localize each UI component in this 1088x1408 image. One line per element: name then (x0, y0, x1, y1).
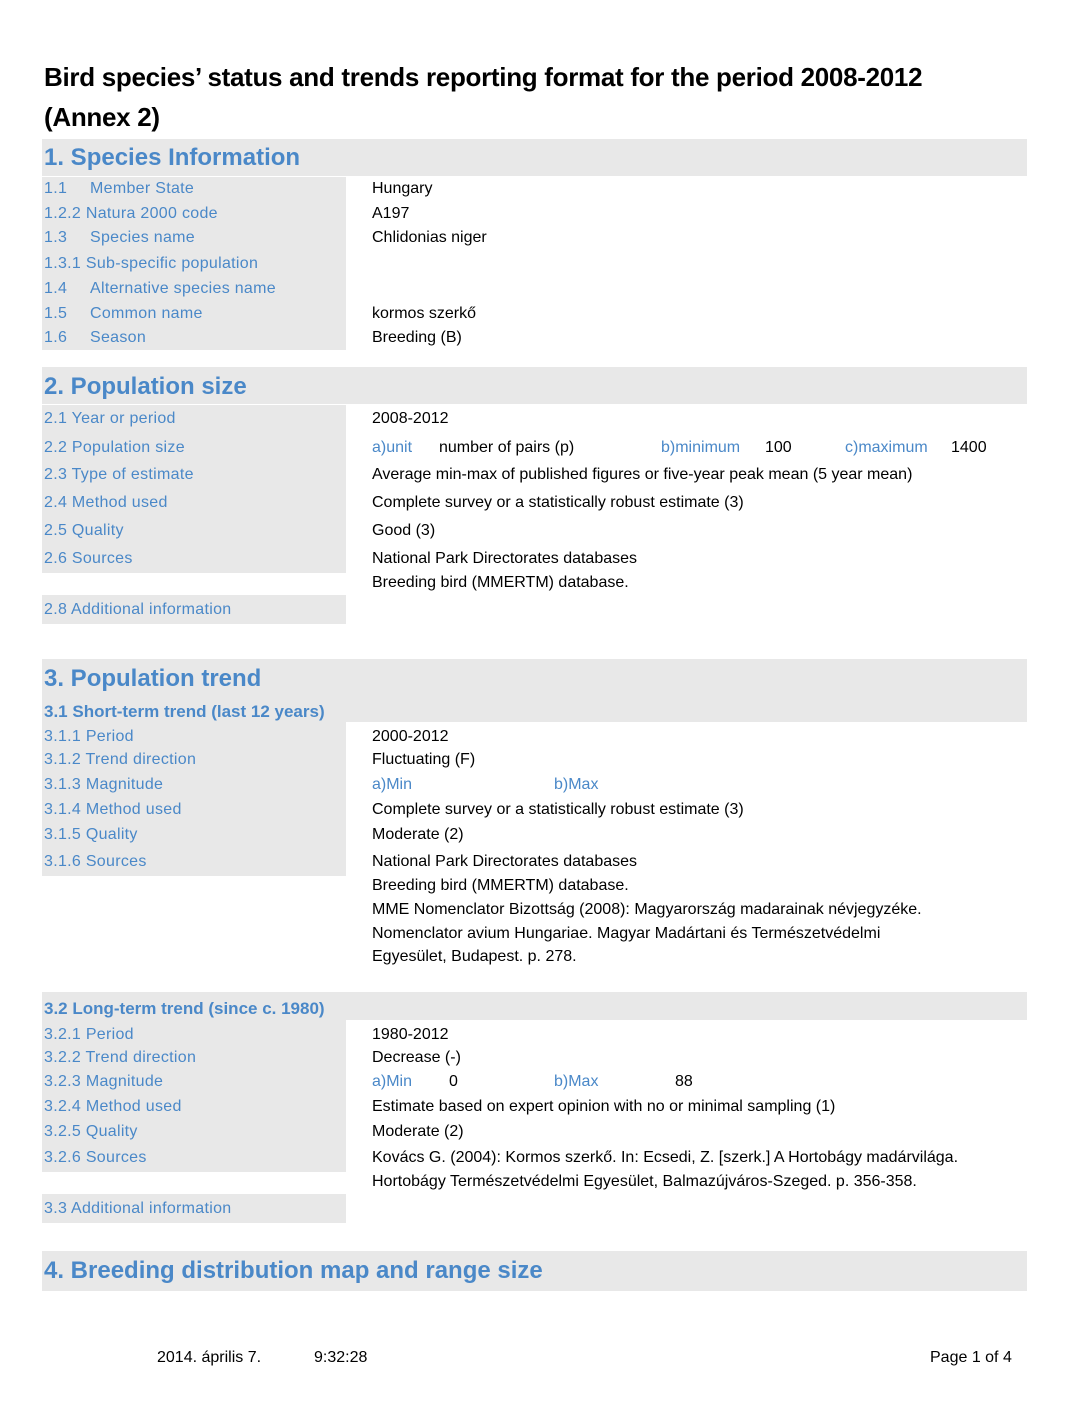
short-min-label: a)Min (372, 776, 413, 793)
field-value-common-name: kormos szerkő (372, 305, 477, 322)
field-label-year: 2.1 Year or period (44, 410, 176, 427)
field-value-long-period: 1980-2012 (372, 1026, 449, 1043)
short-max-label: b)Max (554, 776, 599, 793)
field-label-short-period: 3.1.1 Period (44, 728, 134, 745)
field-label-short-direction: 3.1.2 Trend direction (44, 751, 197, 768)
field-label-species-name: 1.3 Species name (44, 229, 195, 246)
field-value-short-sources-line: Breeding bird (MMERTM) database. (372, 877, 629, 894)
field-value-short-period: 2000-2012 (372, 728, 449, 745)
field-label-member-state: 1.1 Member State (44, 180, 195, 197)
subsection-long-term-heading: 3.2 Long-term trend (since c. 1980) (44, 999, 325, 1018)
field-value-method: Complete survey or a statistically robust estimate (3) (372, 494, 744, 511)
field-value-natura-code: A197 (372, 205, 410, 222)
unit-value: number of pairs (p) (439, 439, 575, 456)
field-label-long-direction: 3.2.2 Trend direction (44, 1049, 197, 1066)
field-label-season: 1.6 Season (44, 329, 147, 346)
field-value-short-quality: Moderate (2) (372, 826, 464, 843)
field-label-type-of-estimate: 2.3 Type of estimate (44, 466, 194, 483)
field-label-common-name: 1.5 Common name (44, 305, 203, 322)
field-label-quality: 2.5 Quality (44, 522, 124, 539)
field-label-long-sources: 3.2.6 Sources (44, 1149, 147, 1166)
field-value-species-name: Chlidonias niger (372, 229, 487, 246)
field-label-method: 2.4 Method used (44, 494, 168, 511)
field-value-long-sources-line: Kovács G. (2004): Kormos szerkő. In: Ecsedi, Z. [szerk.] A Hortobágy madárvilága. (372, 1149, 959, 1166)
section-3-heading: 3. Population trend (44, 665, 262, 692)
long-max-label: b)Max (554, 1073, 599, 1090)
field-value-sources-line: National Park Directorates databases (372, 550, 638, 567)
footer-date: 2014. április 7. (157, 1349, 262, 1366)
long-min-value: 0 (449, 1073, 458, 1090)
field-label-short-magnitude: 3.1.3 Magnitude (44, 776, 164, 793)
field-label-long-magnitude: 3.2.3 Magnitude (44, 1073, 164, 1090)
subsection-short-term-heading: 3.1 Short-term trend (last 12 years) (44, 702, 325, 721)
section-2-label-column (42, 405, 346, 573)
field-label-long-quality: 3.2.5 Quality (44, 1123, 138, 1140)
field-value-short-sources-line: National Park Directorates databases (372, 853, 638, 870)
field-value-long-direction: Decrease (-) (372, 1049, 461, 1066)
section-2-heading: 2. Population size (44, 373, 247, 400)
field-label-sources: 2.6 Sources (44, 550, 133, 567)
field-label-long-period: 3.2.1 Period (44, 1026, 134, 1043)
field-label-short-sources: 3.1.6 Sources (44, 853, 147, 870)
field-value-long-quality: Moderate (2) (372, 1123, 464, 1140)
field-label-subspecific-population: 1.3.1 Sub-specific population (44, 255, 259, 272)
maximum-value: 1400 (951, 439, 987, 456)
field-value-season: Breeding (B) (372, 329, 462, 346)
field-value-short-method: Complete survey or a statistically robust estimate (3) (372, 801, 744, 818)
field-value-year: 2008-2012 (372, 410, 449, 427)
field-value-short-direction: Fluctuating (F) (372, 751, 476, 768)
field-label-short-method: 3.1.4 Method used (44, 801, 182, 818)
maximum-label: c)maximum (845, 439, 928, 456)
field-label-short-quality: 3.1.5 Quality (44, 826, 138, 843)
unit-label: a)unit (372, 439, 413, 456)
field-value-short-sources-line: Nomenclator avium Hungariae. Magyar Madártani és Természetvédelmi (372, 925, 881, 942)
field-label-long-method: 3.2.4 Method used (44, 1098, 182, 1115)
field-value-sources-line: Breeding bird (MMERTM) database. (372, 574, 629, 591)
page-title: Bird species’ status and trends reporting format for the period 2008-2012 (44, 62, 923, 92)
field-value-short-sources-line: Egyesület, Budapest. p. 278. (372, 948, 577, 965)
footer-page-number: Page 1 of 4 (930, 1349, 1012, 1366)
page-title-annex: (Annex 2) (44, 102, 160, 132)
field-value-quality: Good (3) (372, 522, 436, 539)
field-label-additional-info: 2.8 Additional information (44, 601, 232, 618)
field-value-member-state: Hungary (372, 180, 433, 197)
field-value-long-sources-line: Hortobágy Természetvédelmi Egyesület, Balmazújváros-Szeged. p. 356-358. (372, 1173, 917, 1190)
minimum-value: 100 (765, 439, 792, 456)
section-1-heading: 1. Species Information (44, 144, 301, 171)
minimum-label: b)minimum (661, 439, 741, 456)
field-label-trend-additional-info: 3.3 Additional information (44, 1200, 232, 1217)
field-label-natura-code: 1.2.2 Natura 2000 code (44, 205, 218, 222)
field-label-population-size: 2.2 Population size (44, 439, 185, 456)
long-min-label: a)Min (372, 1073, 413, 1090)
field-value-long-method: Estimate based on expert opinion with no or minimal sampling (1) (372, 1098, 836, 1115)
field-value-type-of-estimate: Average min-max of published figures or five-year peak mean (5 year mean) (372, 466, 913, 483)
field-label-alternative-name: 1.4 Alternative species name (44, 280, 276, 297)
footer-time: 9:32:28 (314, 1349, 368, 1366)
long-max-value: 88 (675, 1073, 693, 1090)
section-4-heading: 4. Breeding distribution map and range size (44, 1257, 543, 1284)
field-value-short-sources-line: MME Nomenclator Bizottság (2008): Magyarország madarainak névjegyzéke. (372, 901, 922, 918)
